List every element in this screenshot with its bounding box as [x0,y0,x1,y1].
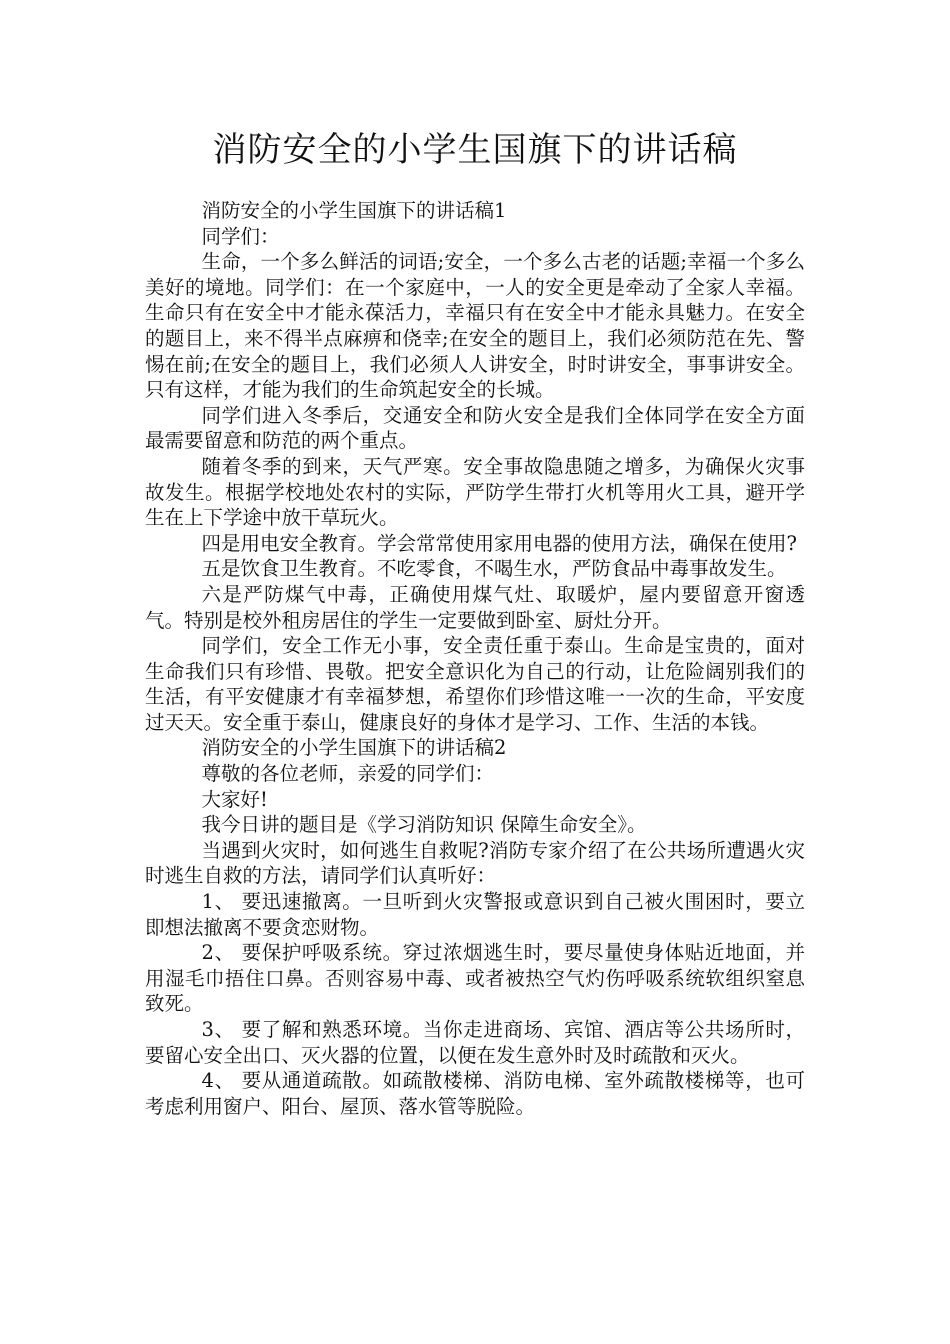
paragraph: 同学们，安全工作无小事，安全责任重于泰山。生命是宝贵的，面对生命我们只有珍惜、畏敬。把安全意识化为自己的行动，让危险阔别我们的生活，有平安健康才有幸福梦想，希望你们珍惜这唯一一次的生命，平安度过天天。安全重于泰山，健康良好的身体才是学习、工作、生活的本钱。 [145,634,805,734]
paragraph: 六是严防煤气中毒，正确使用煤气灶、取暖炉，屋内要留意开窗透气。特别是校外租房居住的学生一定要做到卧室、厨灶分开。 [145,582,805,632]
section-heading-2: 消防安全的小学生国旗下的讲话稿2 [201,736,507,760]
paragraph: 随着冬季的到来，天气严寒。安全事故隐患随之增多，为确保火灾事故发生。根据学校地处农村的实际，严防学生带打火机等用火工具，避开学生在上下学途中放干草玩火。 [145,454,805,530]
document-title: 消防安全的小学生国旗下的讲话稿 [212,130,738,170]
list-item: 1、 要迅速撤离。一旦听到火灾警报或意识到自己被火围困时，要立即想法撤离不要贪恋财物。 [145,890,805,939]
greeting: 大家好! [201,787,268,811]
paragraph: 当遇到火灾时，如何逃生自救呢?消防专家介绍了在公共场所遭遇火灾时逃生自救的方法，请同学们认真听好： [145,838,805,888]
paragraph: 我今日讲的题目是《学习消防知识 保障生命安全》。 [201,813,647,837]
salutation: 尊敬的各位老师，亲爱的同学们： [201,762,495,786]
paragraph: 五是饮食卫生教育。不吃零食，不喝生水，严防食品中毒事故发生。 [201,557,787,581]
list-item: 4、 要从通道疏散。如疏散楼梯、消防电梯、室外疏散楼梯等，也可考虑利用窗户、阳台、屋顶、落水管等脱险。 [145,1069,805,1118]
section-heading-1: 消防安全的小学生国旗下的讲话稿1 [201,199,507,222]
list-item: 3、 要了解和熟悉环境。当你走进商场、宾馆、酒店等公共场所时，要留心安全出口、灭火器的位置，以便在发生意外时及时疏散和灭火。 [145,1018,805,1067]
salutation: 同学们： [201,224,280,248]
list-item: 2、 要保护呼吸系统。穿过浓烟逃生时，要尽量使身体贴近地面，并用湿毛巾捂住口鼻。否则容易中毒、或者被热空气灼伤呼吸系统软组织窒息致死。 [145,941,805,1016]
paragraph: 同学们进入冬季后，交通安全和防火安全是我们全体同学在安全方面最需要留意和防范的两个重点。 [145,403,805,453]
paragraph: 生命，一个多么鲜活的词语;安全，一个多么古老的话题;幸福一个多么美好的境地。同学们：在一个家庭中，一人的安全更是牵动了全家人幸福。生命只有在安全中才能永葆活力，幸福只有在安全中才能永具魅力。在安全的题目上，来不得半点麻痹和侥幸;在安全的题目上，我们必须防范在先、警惕在前;在安全的题目上，我们必须人人讲安全，时时讲安全，事事讲安全。只有这样，才能为我们的生命筑起安全的长城。 [145,250,805,402]
paragraph: 四是用电安全教育。学会常常使用家用电器的使用方法，确保在使用? [201,531,798,555]
document-body [145,198,805,1119]
